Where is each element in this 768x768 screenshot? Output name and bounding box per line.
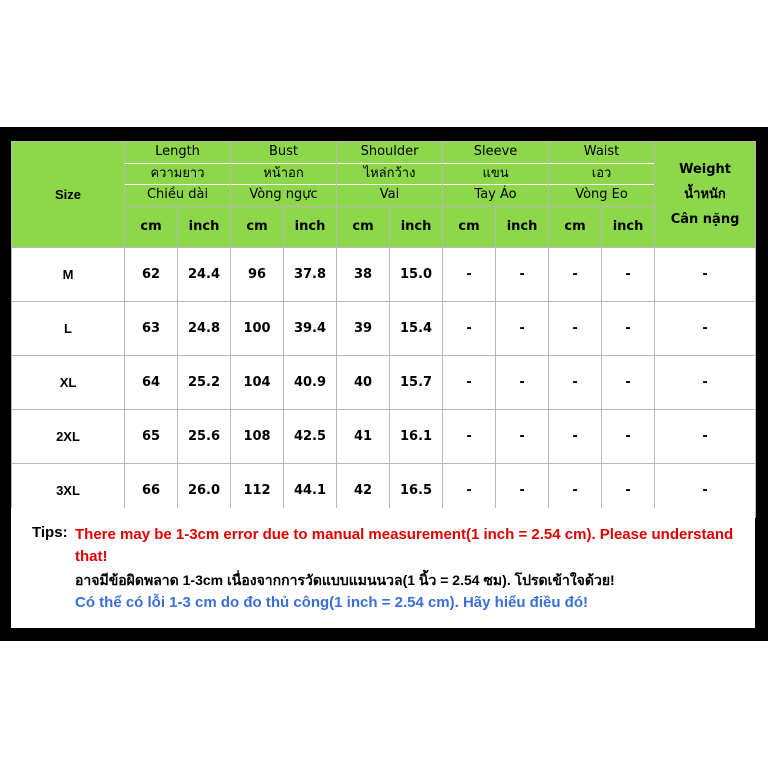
table-cell: 40 — [337, 355, 390, 409]
row-size-label: 3XL — [12, 463, 125, 517]
header-row-labels — [12, 142, 756, 207]
table-cell: - — [443, 301, 496, 355]
waist-vi: Vòng Eo — [549, 184, 654, 206]
bust-vi: Vòng ngực — [231, 184, 336, 206]
bust-cm-header: cm — [231, 206, 284, 247]
table-cell: 39.4 — [284, 301, 337, 355]
shoulder-cm-header: cm — [337, 206, 390, 247]
table-cell: 65 — [125, 409, 178, 463]
sleeve-inch-header: inch — [496, 206, 549, 247]
table-cell: - — [655, 463, 756, 517]
bust-header — [231, 142, 337, 207]
row-size-label: 2XL — [12, 409, 125, 463]
table-cell: 16.1 — [390, 409, 443, 463]
table-cell: 16.5 — [390, 463, 443, 517]
table-cell: - — [549, 247, 602, 301]
table-row — [12, 355, 756, 409]
table-cell: 104 — [231, 355, 284, 409]
table-cell: 26.0 — [178, 463, 231, 517]
sleeve-vi: Tay Áo — [443, 184, 548, 206]
row-size-label: M — [12, 247, 125, 301]
row-size-label: L — [12, 301, 125, 355]
waist-en: Waist — [583, 144, 620, 159]
table-cell: 64 — [125, 355, 178, 409]
table-cell: 25.6 — [178, 409, 231, 463]
table-cell: - — [655, 247, 756, 301]
shoulder-en: Shoulder — [360, 144, 419, 159]
length-cm-header: cm — [125, 206, 178, 247]
table-cell: - — [496, 355, 549, 409]
waist-inch-header: inch — [602, 206, 655, 247]
length-header — [125, 142, 231, 207]
tips-english: There may be 1-3cm error due to manual measurement(1 inch = 2.54 cm). Please understand that! — [75, 526, 734, 565]
tips-label: Tips: — [32, 524, 68, 541]
table-cell: 25.2 — [178, 355, 231, 409]
sleeve-th: แขน — [443, 163, 548, 185]
table-cell: 112 — [231, 463, 284, 517]
weight-en: Weight — [679, 161, 732, 177]
table-cell: 108 — [231, 409, 284, 463]
bust-inch-header: inch — [284, 206, 337, 247]
table-cell: 63 — [125, 301, 178, 355]
sleeve-en: Sleeve — [473, 144, 518, 159]
bust-th: หน้าอก — [231, 163, 336, 185]
table-cell: 24.4 — [178, 247, 231, 301]
table-cell: 41 — [337, 409, 390, 463]
table-cell: 40.9 — [284, 355, 337, 409]
table-cell: - — [496, 463, 549, 517]
table-cell: - — [549, 355, 602, 409]
table-cell: - — [549, 463, 602, 517]
table-cell: - — [655, 409, 756, 463]
waist-header — [549, 142, 655, 207]
shoulder-header — [337, 142, 443, 207]
table-cell: 15.0 — [390, 247, 443, 301]
bust-en: Bust — [269, 144, 299, 159]
table-cell: - — [549, 409, 602, 463]
table-cell: 39 — [337, 301, 390, 355]
table-cell: - — [496, 301, 549, 355]
table-cell: - — [496, 247, 549, 301]
table-cell: 100 — [231, 301, 284, 355]
table-cell: 38 — [337, 247, 390, 301]
table-cell: 42.5 — [284, 409, 337, 463]
row-size-label: XL — [12, 355, 125, 409]
table-cell: - — [602, 463, 655, 517]
table-cell: 24.8 — [178, 301, 231, 355]
table-cell: - — [496, 409, 549, 463]
table-cell: - — [602, 247, 655, 301]
shoulder-inch-header: inch — [390, 206, 443, 247]
shoulder-vi: Vai — [337, 184, 442, 206]
table-cell: - — [602, 301, 655, 355]
waist-cm-header: cm — [549, 206, 602, 247]
table-cell: - — [655, 355, 756, 409]
size-chart-table — [11, 141, 756, 518]
length-inch-header: inch — [178, 206, 231, 247]
table-cell: 44.1 — [284, 463, 337, 517]
sleeve-cm-header: cm — [443, 206, 496, 247]
weight-th: น้ำหนัก — [684, 186, 726, 202]
weight-vi: Cân nặng — [670, 211, 740, 227]
table-cell: 15.7 — [390, 355, 443, 409]
table-row — [12, 301, 756, 355]
waist-th: เอว — [549, 163, 654, 185]
length-vi: Chiều dài — [125, 184, 230, 206]
sleeve-header — [443, 142, 549, 207]
table-cell: - — [655, 301, 756, 355]
weight-header — [655, 142, 756, 248]
table-cell: 42 — [337, 463, 390, 517]
table-cell: - — [549, 301, 602, 355]
table-cell: - — [602, 355, 655, 409]
table-cell: - — [443, 409, 496, 463]
tips-panel — [11, 508, 755, 628]
length-en: Length — [155, 144, 200, 159]
table-cell: 66 — [125, 463, 178, 517]
table-cell: 96 — [231, 247, 284, 301]
shoulder-th: ไหล่กว้าง — [337, 163, 442, 185]
table-cell: - — [443, 247, 496, 301]
table-cell: - — [443, 463, 496, 517]
table-row — [12, 409, 756, 463]
tips-vietnamese: Có thể có lỗi 1-3 cm do đo thủ công(1 inch = 2.54 cm). Hãy hiểu điều đó! — [75, 594, 588, 611]
table-row — [12, 247, 756, 301]
table-cell: 62 — [125, 247, 178, 301]
table-cell: - — [443, 355, 496, 409]
tips-thai: อาจมีข้อผิดพลาด 1-3cm เนื่องจากการวัดแบบแมนนวล(1 นิ้ว = 2.54 ซม). โปรดเข้าใจด้วย! — [75, 572, 615, 588]
size-header: Size — [12, 142, 125, 248]
table-cell: 15.4 — [390, 301, 443, 355]
length-th: ความยาว — [125, 163, 230, 185]
table-cell: - — [602, 409, 655, 463]
table-cell: 37.8 — [284, 247, 337, 301]
